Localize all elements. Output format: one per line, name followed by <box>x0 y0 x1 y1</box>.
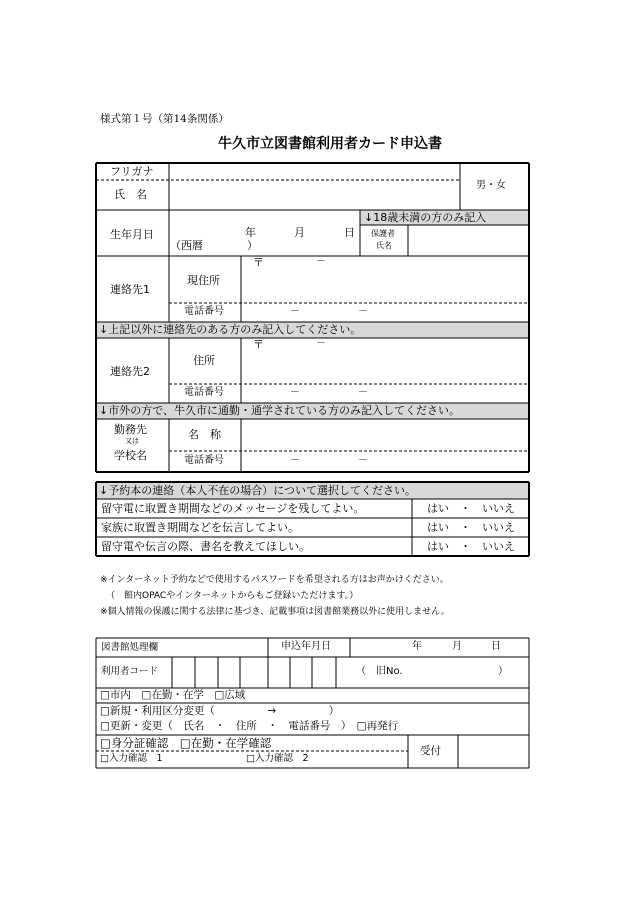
office-use-label: 図書館処理欄 <box>101 642 159 653</box>
page-title: 牛久市立図書館利用者カード申込書 <box>218 136 442 152</box>
work-phone-field[interactable] <box>242 452 528 471</box>
contact2-address-label: 住所 <box>193 354 215 367</box>
apply-date-label: 申込年月日 <box>281 641 331 652</box>
old-number-close: ） <box>498 666 508 677</box>
school-label: 学校名 <box>114 449 147 462</box>
contact2-label: 連絡先2 <box>110 365 150 378</box>
address-label: 現住所 <box>187 274 220 287</box>
form-number: 様式第１号（第14条関係） <box>100 113 229 125</box>
work-name-label: 名 称 <box>188 428 221 441</box>
contact2-postal-dash: － <box>316 338 326 349</box>
address-field[interactable] <box>242 257 528 302</box>
gender-option[interactable]: 男・女 <box>476 180 506 191</box>
old-number-label: （ 旧No. <box>356 666 403 677</box>
received-label: 受付 <box>420 745 441 757</box>
contact2-address-field[interactable] <box>242 339 528 383</box>
work-phone-label: 電話番号 <box>184 455 224 466</box>
reserve-row-text: 留守電に取置き期間などのメッセージを残してよい。 <box>101 502 365 515</box>
input-check-1-checkbox[interactable]: □入力確認 1 <box>100 753 163 764</box>
apply-year-unit: 年 <box>412 641 422 652</box>
contact1-phone-label: 電話番号 <box>184 306 224 317</box>
reserve-row-text: 家族に取置き期間などを伝言してよい。 <box>101 521 299 534</box>
contact1-label: 連絡先1 <box>110 283 150 296</box>
work-phone-dash1: － <box>290 455 300 466</box>
work-label: 勤務先 <box>114 423 147 436</box>
name-label: 氏 名 <box>114 188 147 201</box>
name-field[interactable] <box>170 181 459 209</box>
new-change-checkbox[interactable]: □新規・利用区分変更（ → ） <box>100 705 340 717</box>
other-contact-note: ↓上記以外に連絡先のある方のみ記入してください。 <box>99 323 362 336</box>
birth-year-unit: 年 <box>245 226 256 239</box>
contact1-phone-dash2: － <box>358 306 368 317</box>
privacy-note: ※個人情報の保護に関する法律に基づき、記載事項は図書館業務以外に使用しません。 <box>100 607 450 617</box>
birth-date-label: 生年月日 <box>110 228 154 241</box>
opac-note: （ 館内OPACやインターネットからもご登録いただけます。） <box>106 591 359 601</box>
outside-note: ↓市外の方で、牛久市に通勤・通学されている方のみ記入してください。 <box>99 404 460 417</box>
contact2-phone-dash2: － <box>358 387 368 398</box>
input-check-2-checkbox[interactable]: □入力確認 2 <box>246 753 309 764</box>
contact2-phone-label: 電話番号 <box>184 387 224 398</box>
apply-month-unit: 月 <box>452 641 462 652</box>
contact1-phone-field[interactable] <box>242 304 528 321</box>
work-name-field[interactable] <box>242 420 528 450</box>
reserve-row-choice[interactable]: はい ・ いいえ <box>427 521 515 534</box>
work-phone-dash2: － <box>358 455 368 466</box>
password-note: ※インターネット予約などで使用するパスワードを希望される方はお声かけください。 <box>100 575 449 585</box>
apply-day-unit: 日 <box>491 641 501 652</box>
update-checkbox[interactable]: □更新・変更（ 氏名 ・ 住所 ・ 電話番号 ） □再発行 <box>100 720 399 732</box>
contact2-phone-dash1: － <box>290 387 300 398</box>
western-year-field[interactable]: （西暦 ） <box>170 239 258 252</box>
furigana-field[interactable] <box>170 164 459 179</box>
guardian-label: 保護者 <box>371 229 395 238</box>
guardian-name-field[interactable] <box>409 226 528 255</box>
reserve-row-text: 留守電や伝言の際、書名を教えてほしい。 <box>101 540 310 553</box>
furigana-label: フリガナ <box>110 165 154 178</box>
contact1-postal-mark: 〒 <box>253 256 264 269</box>
contact2-postal-mark: 〒 <box>253 338 264 351</box>
birth-month-unit: 月 <box>294 226 305 239</box>
contact2-phone-field[interactable] <box>242 385 528 402</box>
reserve-header: ↓予約本の連絡（本人不在の場合）について選択してください。 <box>99 484 416 497</box>
contact1-postal-dash: － <box>316 256 326 267</box>
reserve-row-choice[interactable]: はい ・ いいえ <box>427 502 515 515</box>
reserve-row-choice[interactable]: はい ・ いいえ <box>427 540 515 553</box>
contact1-phone-dash1: － <box>290 306 300 317</box>
work-label-or: 又は <box>125 437 139 445</box>
id-check-checkbox[interactable]: □身分証確認 □在勤・在学確認 <box>100 736 272 750</box>
area-checkboxes[interactable]: □市内 □在勤・在学 □広域 <box>100 689 246 701</box>
user-code-label: 利用者コード <box>101 666 159 677</box>
guardian-label-2: 氏名 <box>376 241 392 250</box>
birth-day-unit: 日 <box>344 226 355 239</box>
under18-note: ↓18歳未満の方のみ記入 <box>364 211 487 224</box>
